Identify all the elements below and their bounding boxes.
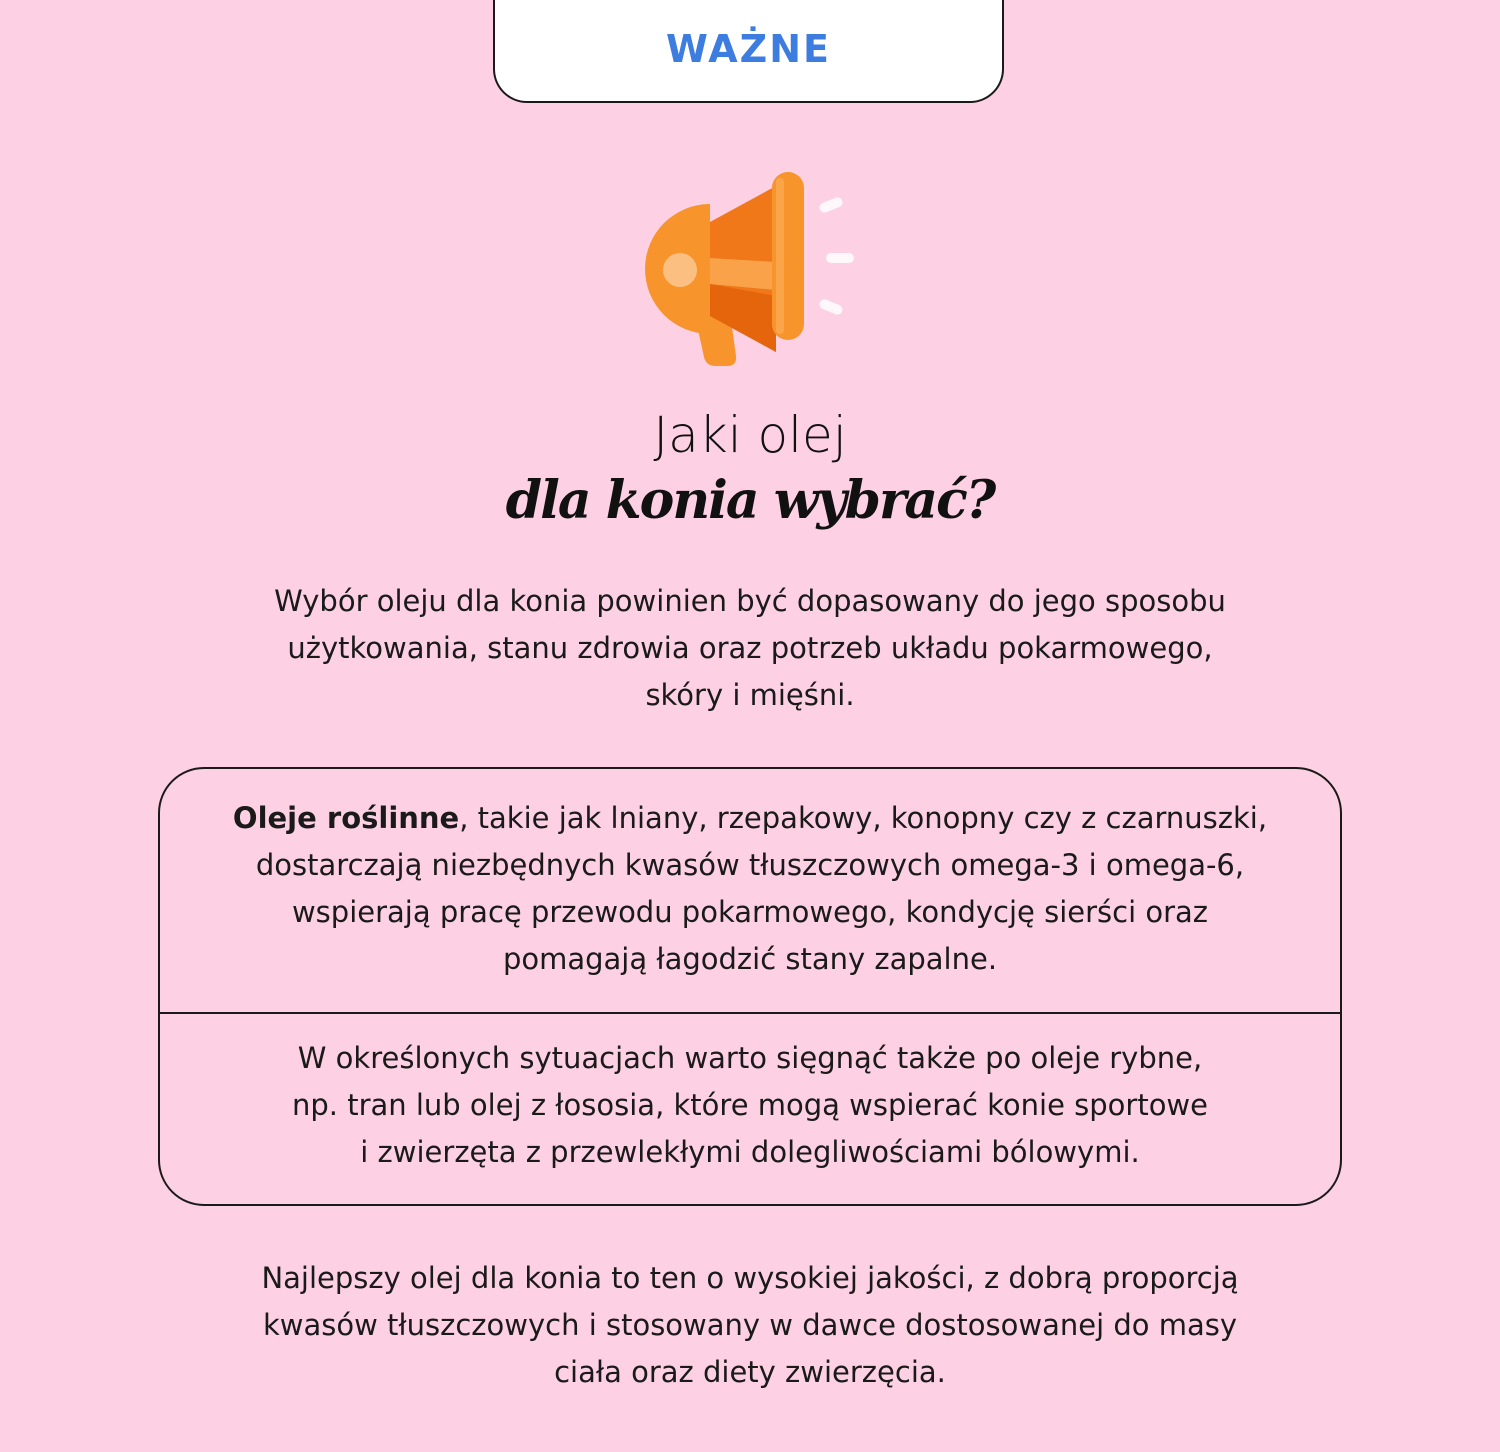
box-divider — [160, 1012, 1340, 1014]
section-line: i zwierzęta z przewlekłymi dolegliwościami bólowymi. — [360, 1135, 1140, 1169]
intro-line: skóry i mięśni. — [645, 678, 855, 712]
info-box — [158, 767, 1342, 1206]
tab-label: WAŻNE — [666, 26, 831, 71]
section-line: W określonych sytuacjach warto sięgnąć także po oleje rybne, — [297, 1041, 1203, 1075]
plant-oils-bold: Oleje roślinne — [232, 801, 460, 835]
section-line — [160, 795, 1340, 842]
intro-paragraph — [0, 578, 1500, 719]
title-line-1: Jaki olej — [653, 406, 847, 464]
intro-line: Wybór oleju dla konia powinien być dopasowany do jego sposobu — [274, 584, 1226, 618]
megaphone-icon — [636, 166, 864, 374]
outro-line: kwasów tłuszczowych i stosowany w dawce dostosowanej do masy — [262, 1308, 1238, 1342]
outro-line: ciała oraz diety zwierzęcia. — [554, 1355, 946, 1389]
section-line: np. tran lub olej z łososia, które mogą wspierać konie sportowe — [291, 1088, 1208, 1122]
plant-oils-section — [160, 795, 1340, 983]
section-line: pomagają łagodzić stany zapalne. — [502, 942, 998, 976]
important-tab — [493, 0, 1004, 103]
intro-line: użytkowania, stanu zdrowia oraz potrzeb układu pokarmowego, — [287, 631, 1213, 665]
section-line: dostarczają niezbędnych kwasów tłuszczowych omega-3 i omega-6, — [255, 848, 1245, 882]
plant-oils-rest: , takie jak lniany, rzepakowy, konopny czy z czarnuszki, — [459, 801, 1268, 835]
outro-line: Najlepszy olej dla konia to ten o wysokiej jakości, z dobrą proporcją — [261, 1261, 1239, 1295]
outro-paragraph — [0, 1255, 1500, 1396]
title-line-2: dla konia wybrać? — [505, 470, 995, 531]
section-line: wspierają pracę przewodu pokarmowego, kondycję sierści oraz — [291, 895, 1209, 929]
fish-oils-section — [160, 1035, 1340, 1176]
